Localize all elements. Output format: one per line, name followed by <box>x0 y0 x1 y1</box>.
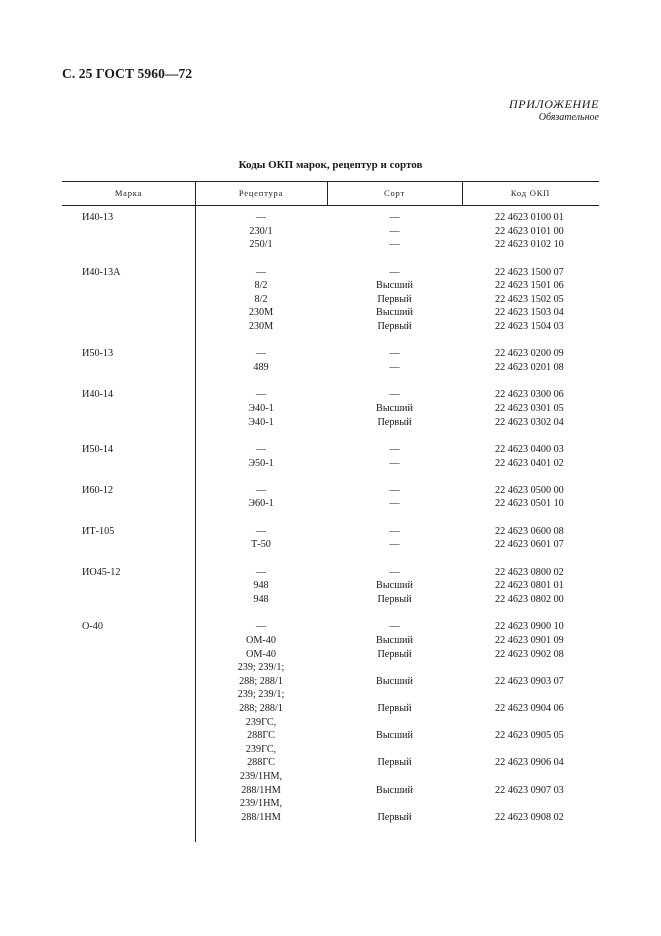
cell-okp-code: 22 4623 0401 02 <box>495 457 564 469</box>
table-row <box>62 729 599 743</box>
cell-okp-code: 22 4623 1501 06 <box>495 280 564 292</box>
cell-recipe: ОМ-40 <box>246 635 276 647</box>
cell-grade: Высший <box>376 402 413 414</box>
table-group <box>62 620 599 824</box>
cell-recipe: 288; 288/1 <box>239 675 283 687</box>
cell-recipe: — <box>255 389 267 401</box>
cell-marka: О-40 <box>82 621 103 633</box>
cell-grade: — <box>389 266 400 278</box>
cell-grade: — <box>389 239 400 251</box>
cell-okp-code: 22 4623 0102 10 <box>495 239 564 251</box>
cell-okp-code: 22 4623 0200 09 <box>495 348 564 360</box>
table-row <box>62 484 599 498</box>
cell-recipe: 239; 239/1; <box>237 662 285 674</box>
cell-okp-code: 22 4623 0900 10 <box>495 621 564 633</box>
cell-recipe: 230М <box>248 320 274 332</box>
cell-recipe: Э40-1 <box>248 402 274 414</box>
cell-recipe: 239/1НМ, <box>239 770 283 782</box>
table-row <box>62 266 599 280</box>
cell-recipe: 8/2 <box>254 280 268 292</box>
cell-recipe: — <box>255 348 267 360</box>
table-row <box>62 743 599 757</box>
cell-recipe: Э50-1 <box>248 457 274 469</box>
table-title: Коды ОКП марок, рецептур и сортов <box>238 159 423 171</box>
appendix-title: ПРИЛОЖЕНИЕ <box>509 97 599 111</box>
cell-recipe: 288ГС <box>247 730 275 742</box>
cell-okp-code: 22 4623 0902 08 <box>495 648 564 660</box>
table-row <box>62 388 599 402</box>
table-group <box>62 525 599 552</box>
cell-recipe: — <box>255 621 267 633</box>
table-row <box>62 293 599 307</box>
cell-okp-code: 22 4623 0302 04 <box>495 416 564 428</box>
table-group <box>62 211 599 252</box>
appendix-label <box>509 98 599 124</box>
cell-okp-code: 22 4623 0500 00 <box>495 484 564 496</box>
cell-grade: — <box>389 361 400 373</box>
table-row <box>62 756 599 770</box>
cell-recipe: — <box>255 266 267 278</box>
cell-grade: Высший <box>376 635 413 647</box>
cell-recipe: Э60-1 <box>248 498 274 510</box>
cell-recipe: 239ГС, <box>245 716 277 728</box>
cell-grade: — <box>389 484 400 496</box>
table-row <box>62 566 599 580</box>
table-row <box>62 716 599 730</box>
cell-recipe: 948 <box>253 594 269 606</box>
table-group <box>62 484 599 511</box>
column-header-marka: Марка <box>114 188 143 198</box>
cell-grade: Первый <box>377 811 412 823</box>
cell-okp-code: 22 4623 1504 03 <box>495 320 564 332</box>
table-row <box>62 457 599 471</box>
table-row <box>62 525 599 539</box>
table-row <box>62 661 599 675</box>
cell-okp-code: 22 4623 0300 06 <box>495 389 564 401</box>
cell-recipe: 489 <box>253 361 269 373</box>
cell-grade: — <box>389 498 400 510</box>
cell-okp-code: 22 4623 0100 01 <box>495 212 564 223</box>
cell-grade: — <box>389 457 400 469</box>
cell-recipe: 230М <box>248 307 274 319</box>
cell-marka: И40-13 <box>82 212 114 223</box>
cell-recipe: 8/2 <box>254 293 268 305</box>
table-row <box>62 320 599 334</box>
cell-okp-code: 22 4623 0908 02 <box>495 811 564 823</box>
table-row <box>62 579 599 593</box>
table-row <box>62 306 599 320</box>
cell-marka: ИТ-105 <box>82 525 115 537</box>
cell-okp-code: 22 4623 0301 05 <box>495 402 564 414</box>
table-row <box>62 702 599 716</box>
okp-codes-table <box>62 181 599 842</box>
cell-marka: И40-14 <box>82 389 114 401</box>
table-row <box>62 225 599 239</box>
cell-okp-code: 22 4623 0601 07 <box>495 539 564 551</box>
table-row <box>62 416 599 430</box>
cell-recipe: 230/1 <box>249 225 273 237</box>
table-row <box>62 497 599 511</box>
table-header-rule <box>62 205 599 206</box>
cell-grade: — <box>389 566 400 578</box>
cell-recipe: Э40-1 <box>248 416 274 428</box>
cell-grade: Первый <box>377 416 412 428</box>
cell-okp-code: 22 4623 1503 04 <box>495 307 564 319</box>
page-header: С. 25 ГОСТ 5960—72 <box>62 66 193 81</box>
cell-okp-code: 22 4623 0801 01 <box>495 580 564 592</box>
cell-okp-code: 22 4623 0501 10 <box>495 498 564 510</box>
cell-okp-code: 22 4623 0907 03 <box>495 784 564 796</box>
cell-grade: Первый <box>377 703 412 714</box>
cell-okp-code: 22 4623 1500 07 <box>495 266 564 278</box>
cell-grade: Первый <box>377 320 412 332</box>
cell-grade: — <box>389 539 400 551</box>
table-row <box>62 784 599 798</box>
cell-grade: — <box>389 212 400 223</box>
table-row <box>62 675 599 689</box>
table-group <box>62 388 599 429</box>
cell-recipe: 239ГС, <box>245 743 277 755</box>
cell-marka: И40-13А <box>82 266 121 278</box>
table-row <box>62 279 599 293</box>
cell-grade: — <box>389 443 400 455</box>
cell-grade: Высший <box>376 580 413 592</box>
table-group <box>62 266 599 334</box>
cell-okp-code: 22 4623 1502 05 <box>495 293 564 305</box>
cell-recipe: 239/1НМ, <box>239 798 283 810</box>
cell-marka: И50-14 <box>82 443 114 455</box>
cell-recipe: — <box>255 212 267 223</box>
table-row <box>62 797 599 811</box>
cell-marka: И50-13 <box>82 348 114 360</box>
cell-recipe: — <box>255 443 267 455</box>
cell-recipe: 288ГС <box>247 757 275 769</box>
cell-grade: Первый <box>377 594 412 606</box>
table-row <box>62 238 599 252</box>
cell-grade: Высший <box>376 307 413 319</box>
cell-okp-code: 22 4623 0101 00 <box>495 225 564 237</box>
table-row <box>62 347 599 361</box>
cell-grade: — <box>389 621 400 633</box>
cell-okp-code: 22 4623 0802 00 <box>495 594 564 606</box>
table-row <box>62 688 599 702</box>
cell-okp-code: 22 4623 0400 03 <box>495 443 564 455</box>
cell-recipe: 948 <box>253 580 269 592</box>
cell-grade: — <box>389 389 400 401</box>
cell-grade: — <box>389 525 400 537</box>
cell-recipe: 239; 239/1; <box>237 689 285 701</box>
cell-grade: Высший <box>376 784 413 796</box>
cell-okp-code: 22 4623 0906 04 <box>495 757 564 769</box>
table-row <box>62 634 599 648</box>
column-header-recipe: Рецептура <box>238 188 284 198</box>
cell-marka: И60-12 <box>82 484 114 496</box>
cell-grade: Первый <box>377 757 412 769</box>
column-header-okp-code: Код ОКП <box>510 188 551 198</box>
cell-grade: Высший <box>376 280 413 292</box>
table-row <box>62 811 599 825</box>
table-row <box>62 648 599 662</box>
cell-recipe: 288/1НМ <box>241 784 281 796</box>
table-row <box>62 770 599 784</box>
table-row <box>62 538 599 552</box>
cell-okp-code: 22 4623 0903 07 <box>495 675 564 687</box>
table-row <box>62 593 599 607</box>
column-header-grade: Сорт <box>384 188 405 198</box>
cell-recipe: — <box>255 525 267 537</box>
cell-recipe: ОМ-40 <box>246 648 276 660</box>
cell-okp-code: 22 4623 0901 09 <box>495 635 564 647</box>
cell-okp-code: 22 4623 0800 02 <box>495 566 564 578</box>
cell-recipe: — <box>255 484 267 496</box>
cell-grade: Первый <box>377 648 412 660</box>
cell-recipe: 250/1 <box>249 239 273 251</box>
table-body <box>62 211 599 838</box>
cell-recipe: Т-50 <box>251 539 271 551</box>
cell-grade: Первый <box>377 293 412 305</box>
cell-recipe: — <box>255 566 267 578</box>
table-group <box>62 347 599 374</box>
cell-grade: Высший <box>376 730 413 742</box>
table-row <box>62 443 599 457</box>
table-row <box>62 211 599 225</box>
cell-grade: — <box>389 348 400 360</box>
table-group <box>62 566 599 607</box>
cell-recipe: 288; 288/1 <box>239 703 283 714</box>
table-row <box>62 361 599 375</box>
cell-recipe: 288/1НМ <box>241 811 281 823</box>
table-group <box>62 443 599 470</box>
appendix-subtitle: Обязательное <box>538 112 599 123</box>
table-row <box>62 620 599 634</box>
table-row <box>62 402 599 416</box>
cell-okp-code: 22 4623 0904 06 <box>495 703 564 714</box>
cell-okp-code: 22 4623 0201 08 <box>495 361 564 373</box>
cell-grade: Высший <box>376 675 413 687</box>
cell-grade: — <box>389 225 400 237</box>
cell-okp-code: 22 4623 0600 08 <box>495 525 564 537</box>
cell-okp-code: 22 4623 0905 05 <box>495 730 564 742</box>
cell-marka: ИО45-12 <box>82 566 121 578</box>
